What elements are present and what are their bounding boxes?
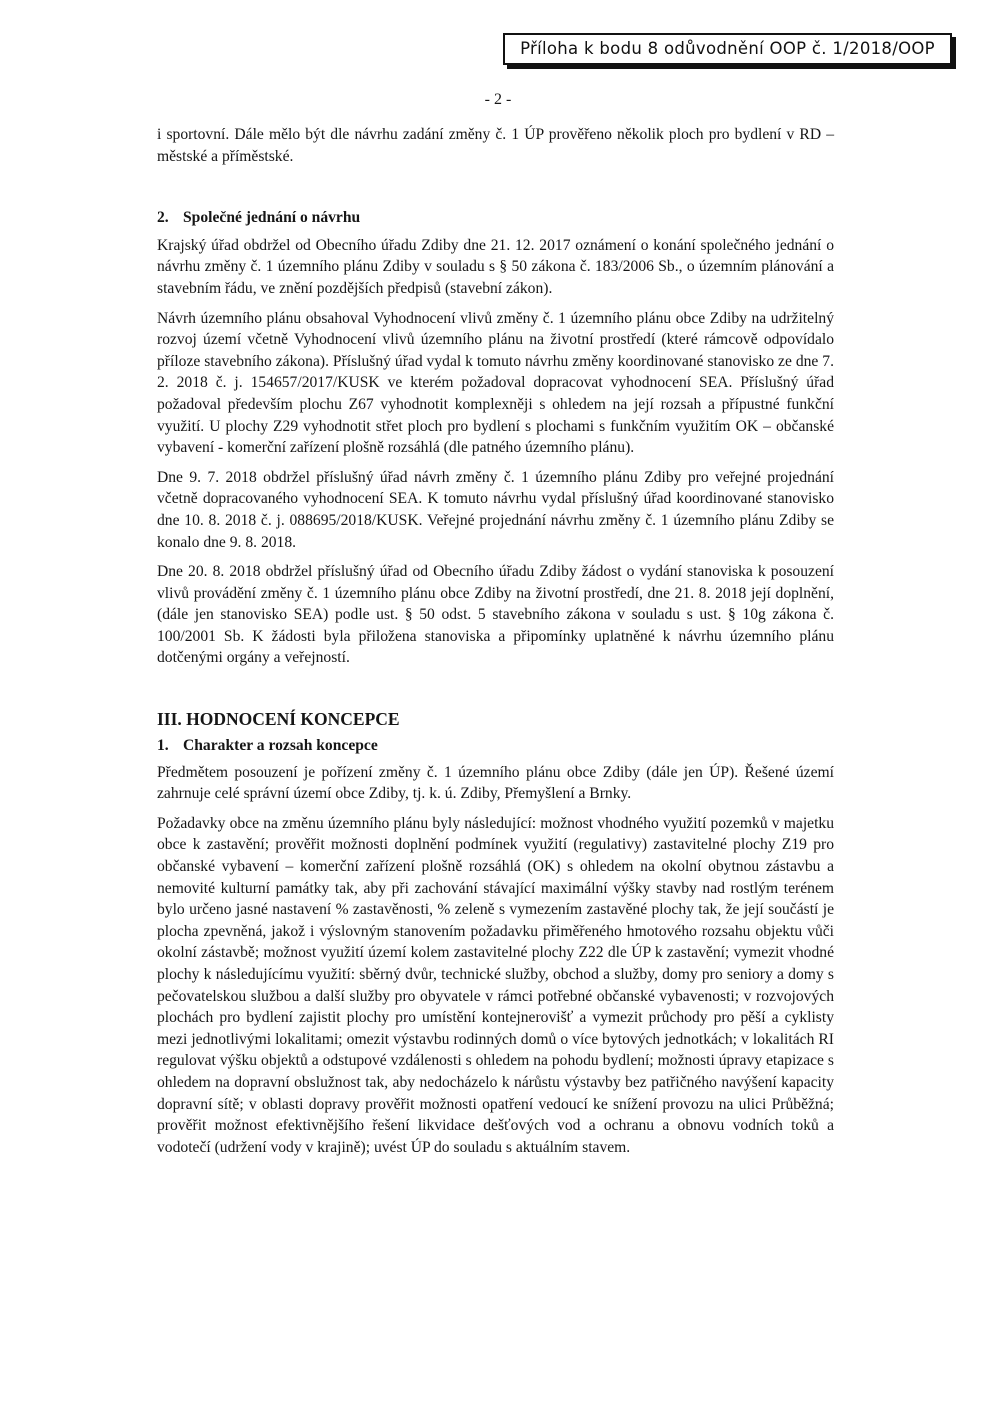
- section-3-heading: III. HODNOCENÍ KONCEPCE: [157, 709, 400, 730]
- subsection-1-title: Charakter a rozsah koncepce: [183, 737, 378, 755]
- attachment-stamp: Příloha k bodu 8 odůvodnění OOP č. 1/2018/OOP: [503, 33, 952, 65]
- section-2-paragraph-3: Dne 9. 7. 2018 obdržel příslušný úřad návrh změny č. 1 územního plánu Zdiby pro veřejné projednání včetně dopracovaného vyhodnocení SEA. K tomuto návrhu vydal příslušný úřad koordinované stanovisko dne 10. 8. 2018 č. j. 088695/2018/KUSK. Veřejné projednání návrhu změny č. 1 územního plánu Zdiby se konalo dne 9. 8. 2018.: [157, 468, 834, 551]
- page-number: - 2 -: [484, 91, 512, 108]
- section-2-paragraph-2: Návrh územního plánu obsahoval Vyhodnocení vlivů změny č. 1 územního plánu obce Zdiby na udržitelný rozvoj území včetně Vyhodnocení vlivů územního plánu na životní prostředí (které rámcově odpovídalo příloze stavebního zákona). Příslušný úřad vydal k tomuto návrhu změny koordinované stanovisko ze dne 7. 2. 2018 č. j. 154657/2017/KUSK ve kterém požadoval dopracovat vyhodnocení SEA. Příslušný úřad požadoval především plochu Z67 vyhodnotit komplexněji s ohledem na její rozsah a přípustné funkční využití. U plochy Z29 vyhodnotit střet ploch pro bydlení s plochami s funkčním využitím OK – občanské vybavení - komerční zařízení plošně rozsáhlá (dle patného územního plánu).: [157, 309, 834, 457]
- section-2-paragraph-4: Dne 20. 8. 2018 obdržel příslušný úřad od Obecního úřadu Zdiby žádost o vydání stanoviska k posouzení vlivů provádění změny č. 1 územního plánu obce Zdiby na životní prostředí, dne 21. 8. 2018 její doplnění, (dále jen stanovisko SEA) podle ust. § 50 odst. 5 stavebního zákona v souladu s ust. § 10g zákona č. 100/2001 Sb. K žádosti byla přiložena stanoviska a připomínky uplatněné k návrhu územního plánu dotčenými orgány a veřejností.: [157, 563, 834, 667]
- document-body: [157, 124, 834, 1166]
- intro-paragraph: i sportovní. Dále mělo být dle návrhu zadání změny č. 1 ÚP prověřeno několik ploch pro bydlení v RD – městské a příměstské.: [157, 126, 834, 165]
- section-2-heading: [157, 207, 834, 229]
- section-2-title: Společné jednání o návrhu: [183, 209, 361, 227]
- subsection-1-number: 1.: [157, 737, 169, 755]
- subsection-1-paragraph-1: Předmětem posouzení je pořízení změny č. 1 územního plánu obce Zdiby (dále jen ÚP). Řešené území zahrnuje celé správní území obce Zdiby, tj. k. ú. Zdiby, Přemyšlení a Brnky.: [157, 763, 834, 803]
- subsection-1-paragraph-2: Požadavky obce na změnu územního plánu byly následující: možnost vhodného využití pozemků v majetku obce k zastavění; prověřit možnosti doplnění podmínek využití (regulativy) zastavitelné plochy Z19 pro občanské vybavení – komerční zařízení plošně rozsáhlá (OK) s ohledem na okolní obytnou zástavbu a nemovité kulturní památky tak, aby při zachování stávající maximální výšky stavby nad rostlým terénem bylo určeno jasné nastavení % zastavěnosti, % zeleně s vymezením zastavěné plochy tak, že její součástí je plocha zpevněná, jakož i výslovným stanovením požadavku přiměřeného hmotového rozsahu objektu vůči okolní zástavbě; možnost využití území kolem zastavitelné plochy Z22 dle ÚP k zastavění; vymezit vhodné plochy k následujícímu využití: sběrný dvůr, technické služby, obchod a služby, domy pro seniory a domy s pečovatelskou službou a další služby pro obyvatele v rámci potřebné občanské vybavenosti; v rozvojových plochách pro bydlení zajistit plochy pro umístění kontejnerovišť a vymezit průchody pro pěší a cyklisty mezi jednotlivými lokalitami; omezit výstavbu rodinných domů o více bytových jednotkách; v lokalitách RI regulovat výšku objektů a odstupové vzdálenosti s ohledem na pohodu bydlení; možnosti úpravy etapizace s ohledem na dopravní obslužnost tak, aby nedocházelo k nárůstu výstavby bez patřičného navýšení kapacity dopravní sítě; v oblasti dopravy prověřit možnosti opatření vedoucí ke snížení provozu na ulici Průběžná; prověřit možnost efektivnějšího řešení likvidace dešťových vod a ochranu a obnovu vodních toků a vodotečí (udržení vody v krajině); uvést ÚP do souladu s aktuálním stavem.: [157, 814, 834, 1156]
- section-2-number: 2.: [157, 209, 169, 227]
- subsection-1-heading: [157, 735, 834, 757]
- section-2-paragraph-1: Krajský úřad obdržel od Obecního úřadu Zdiby dne 21. 12. 2017 oznámení o konání společného jednání o návrhu změny č. 1 územního plánu Zdiby v souladu s § 50 zákona č. 183/2006 Sb., o územním plánování a stavebním řádu, ve znění pozdějších předpisů (stavební zákon).: [157, 236, 834, 297]
